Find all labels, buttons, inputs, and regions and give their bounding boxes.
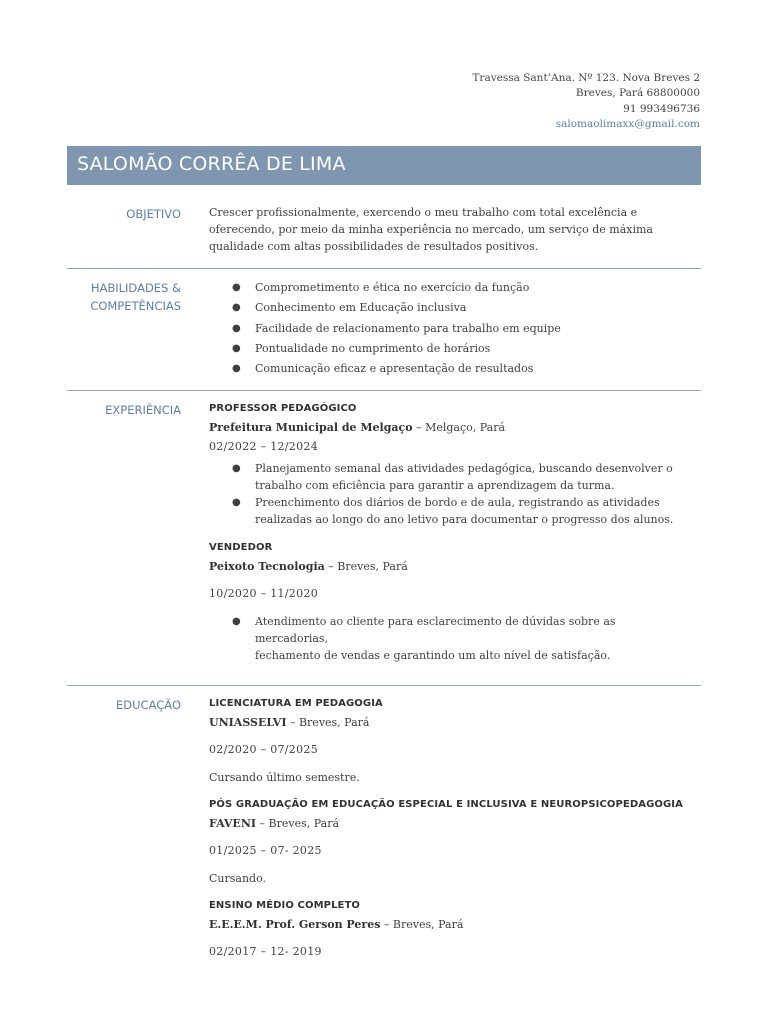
job-duties-list [209,460,689,528]
duty-item [209,494,689,528]
school [209,715,369,731]
employer-location: – Breves, Pará [324,560,408,573]
duty-item [209,460,689,494]
section-divider [67,390,701,391]
address-line-2: Breves, Pará 68800000 [575,87,700,100]
duty-line: Planejamento semanal das atividades pedagógica, buscando desenvolver o [255,462,673,475]
skill-text: Comprometimento e ética no exercício da função [255,281,530,294]
skills-label-line-1: HABILIDADES & [90,281,181,295]
employer-location: – Melgaço, Pará [412,421,506,434]
phone-number: 91 993496736 [623,102,700,115]
bullet-icon: ● [232,342,241,354]
degree-dates: 01/2025 – 07- 2025 [209,844,322,857]
job-dates: 10/2020 – 11/2020 [209,587,318,600]
bullet-icon: ● [232,302,241,314]
skill-text: Conhecimento em Educação inclusiva [255,301,467,315]
bullet-icon: ● [232,282,241,293]
duty-line: Atendimento ao cliente para esclarecimento de dúvidas sobre as mercadorias, [255,615,616,645]
duty-line: fechamento de vendas e garantindo um alto nível de satisfação. [255,649,611,662]
objective-label: OBJETIVO [126,207,181,221]
objective-line: Crescer profissionalmente, exercendo o meu trabalho com total excelência e [209,206,638,219]
bullet-icon: ● [232,363,241,375]
degree-dates: 02/2017 – 12- 2019 [209,945,322,958]
email-link[interactable]: salomaolimaxx@gmail.com [555,117,700,130]
objective-line: oferecendo, por meio da minha experiência no mercado, um serviço de máxima [209,223,653,236]
duty-line: trabalho com eficiência para garantir a aprendizagem da turma. [255,479,615,492]
job-title: PROFESSOR PEDAGÓGICO [209,403,357,414]
education-label: EDUCAÇÃO [116,698,181,712]
skill-item [209,320,689,337]
school-name: FAVENI [209,817,257,830]
degree-title: LICENCIATURA EM PEDAGOGIA [209,698,383,709]
bullet-icon: ● [232,616,241,627]
degree-title: ENSINO MÉDIO COMPLETO [209,900,361,911]
school [209,917,463,933]
school-location: – Breves, Pará [256,817,340,830]
school-location: – Breves, Pará [286,716,370,729]
degree-note: Cursando último semestre. [209,771,360,784]
degree-title: PÓS GRADUAÇÃO EM EDUCAÇÃO ESPECIAL E INCLUSIVA E NEUROPSICOPEDAGOGIA [209,799,683,810]
degree-note: Cursando. [209,872,267,885]
skill-item [209,340,689,357]
skill-item [209,360,689,377]
job-title: VENDEDOR [209,542,273,553]
degree-dates: 02/2020 – 07/2025 [209,743,318,756]
objective-text [209,204,654,255]
job-dates: 02/2022 – 12/2024 [209,440,318,453]
skills-label-line-2: COMPETÊNCIAS [90,299,181,313]
objective-line: qualidade com altas possibilidades de resultados positivos. [209,240,539,253]
skill-text: Facilidade de relacionamento para trabalho em equipe [255,321,561,335]
name-banner [67,146,701,185]
experience-label: EXPERIÊNCIA [105,403,181,417]
skills-label [67,279,181,315]
duty-line: realizadas ao longo do ano letivo para documentar o progresso dos alunos. [255,513,674,526]
skill-item [209,279,689,296]
school [209,816,339,832]
contact-block [472,71,700,132]
employer-name: Peixoto Tecnologia [209,560,325,573]
job-employer [209,559,408,575]
duty-line: Preenchimento dos diários de bordo e de aula, registrando as atividades [255,496,660,509]
section-divider [67,685,701,686]
job-duties-list [209,613,689,664]
candidate-name: SALOMÃO CORRÊA DE LIMA [77,153,346,175]
bullet-icon: ● [232,497,241,508]
school-name: E.E.E.M. Prof. Gerson Peres [209,918,381,931]
skill-text: Pontualidade no cumprimento de horários [255,341,491,355]
school-name: UNIASSELVI [209,716,287,729]
job-employer [209,420,505,436]
address-line-1: Travessa Sant’Ana. Nº 123. Nova Breves 2 [472,72,700,84]
skills-list [209,279,689,380]
section-divider [67,268,701,269]
bullet-icon: ● [232,322,241,334]
skill-item [209,299,689,316]
skill-text: Comunicação eficaz e apresentação de resultados [255,362,534,376]
bullet-icon: ● [232,463,241,474]
duty-item [209,613,689,664]
school-location: – Breves, Pará [380,918,464,931]
employer-name: Prefeitura Municipal de Melgaço [209,421,413,434]
